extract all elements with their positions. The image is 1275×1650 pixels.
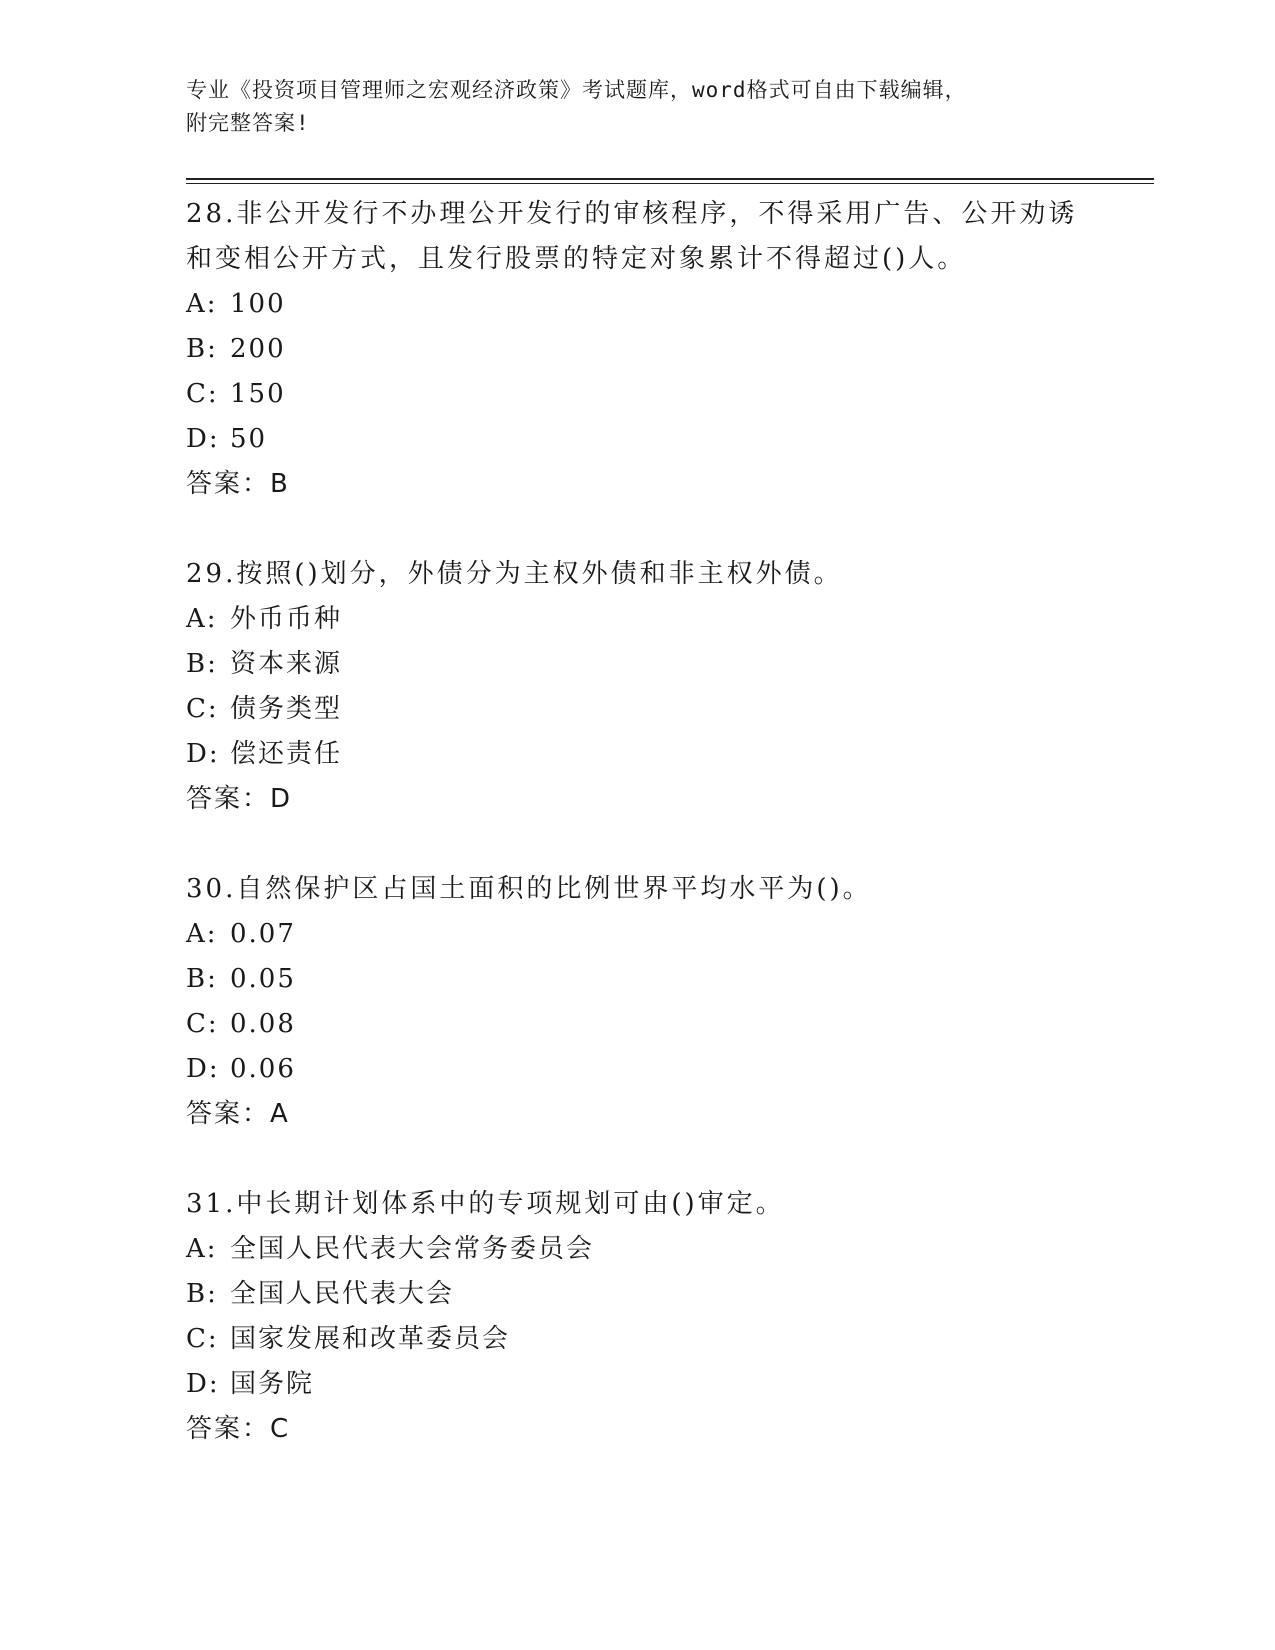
option-b — [186, 957, 1086, 1002]
option-text: 国务院 — [230, 1369, 315, 1399]
question-28 — [186, 192, 1086, 507]
option-d — [186, 1047, 1086, 1092]
option-text: 200 — [230, 334, 286, 364]
option-d — [186, 732, 1086, 777]
header-line-2: 附完整答案! — [186, 111, 310, 135]
question-30 — [186, 867, 1086, 1137]
question-stem: 30.自然保护区占国土面积的比例世界平均水平为()。 — [186, 874, 872, 904]
option-letter: C: — [186, 694, 219, 724]
option-text: 100 — [230, 289, 286, 319]
option-letter: A: — [186, 604, 218, 634]
option-c — [186, 1002, 1086, 1047]
option-c — [186, 1317, 1086, 1362]
question-29 — [186, 552, 1086, 822]
question-stem: 31.中长期计划体系中的专项规划可由()审定。 — [186, 1189, 785, 1219]
option-letter: A: — [186, 1234, 218, 1264]
option-a — [186, 1227, 1086, 1272]
answer-line: 答案：D — [186, 784, 293, 814]
option-letter: D: — [186, 424, 220, 454]
option-letter: A: — [186, 289, 218, 319]
option-a — [186, 597, 1086, 642]
answer-line: 答案：B — [186, 469, 290, 499]
option-letter: B: — [186, 649, 218, 679]
option-letter: A: — [186, 919, 218, 949]
option-text: 全国人民代表大会 — [230, 1279, 455, 1309]
option-letter: C: — [186, 379, 219, 409]
option-a — [186, 912, 1086, 957]
question-stem: 29.按照()划分，外债分为主权外债和非主权外债。 — [186, 559, 843, 589]
question-stem: 28.非公开发行不办理公开发行的审核程序，不得采用广告、公开劝诱 — [186, 199, 1078, 229]
option-c — [186, 687, 1086, 732]
option-text: 0.08 — [230, 1009, 296, 1039]
header-line-1: 专业《投资项目管理师之宏观经济政策》考试题库，word格式可自由下载编辑， — [186, 78, 967, 102]
answer-line: 答案：C — [186, 1414, 291, 1444]
option-letter: C: — [186, 1009, 219, 1039]
header-divider-thin — [186, 183, 1154, 184]
option-text: 150 — [230, 379, 286, 409]
option-text: 国家发展和改革委员会 — [230, 1324, 511, 1354]
option-letter: B: — [186, 1279, 218, 1309]
option-letter: B: — [186, 334, 218, 364]
option-text: 50 — [230, 424, 268, 454]
question-31 — [186, 1182, 1086, 1452]
option-letter: D: — [186, 1054, 220, 1084]
option-text: 全国人民代表大会常务委员会 — [230, 1234, 595, 1264]
option-c — [186, 372, 1086, 417]
option-letter: C: — [186, 1324, 219, 1354]
option-letter: D: — [186, 739, 220, 769]
option-b — [186, 327, 1086, 372]
option-a — [186, 282, 1086, 327]
option-text: 0.05 — [230, 964, 296, 994]
option-letter: D: — [186, 1369, 220, 1399]
option-b — [186, 642, 1086, 687]
answer-line: 答案：A — [186, 1099, 290, 1129]
question-stem-continued: 和变相公开方式，且发行股票的特定对象累计不得超过()人。 — [186, 244, 967, 274]
option-text: 外币币种 — [230, 604, 343, 634]
option-text: 偿还责任 — [230, 739, 343, 769]
option-text: 债务类型 — [230, 694, 343, 724]
option-text: 资本来源 — [230, 649, 343, 679]
question-list — [186, 192, 1086, 1497]
header-divider-thick — [186, 178, 1154, 180]
option-text: 0.06 — [230, 1054, 296, 1084]
option-letter: B: — [186, 964, 218, 994]
document-header — [186, 74, 1066, 140]
option-text: 0.07 — [230, 919, 296, 949]
option-d — [186, 1362, 1086, 1407]
option-d — [186, 417, 1086, 462]
option-b — [186, 1272, 1086, 1317]
